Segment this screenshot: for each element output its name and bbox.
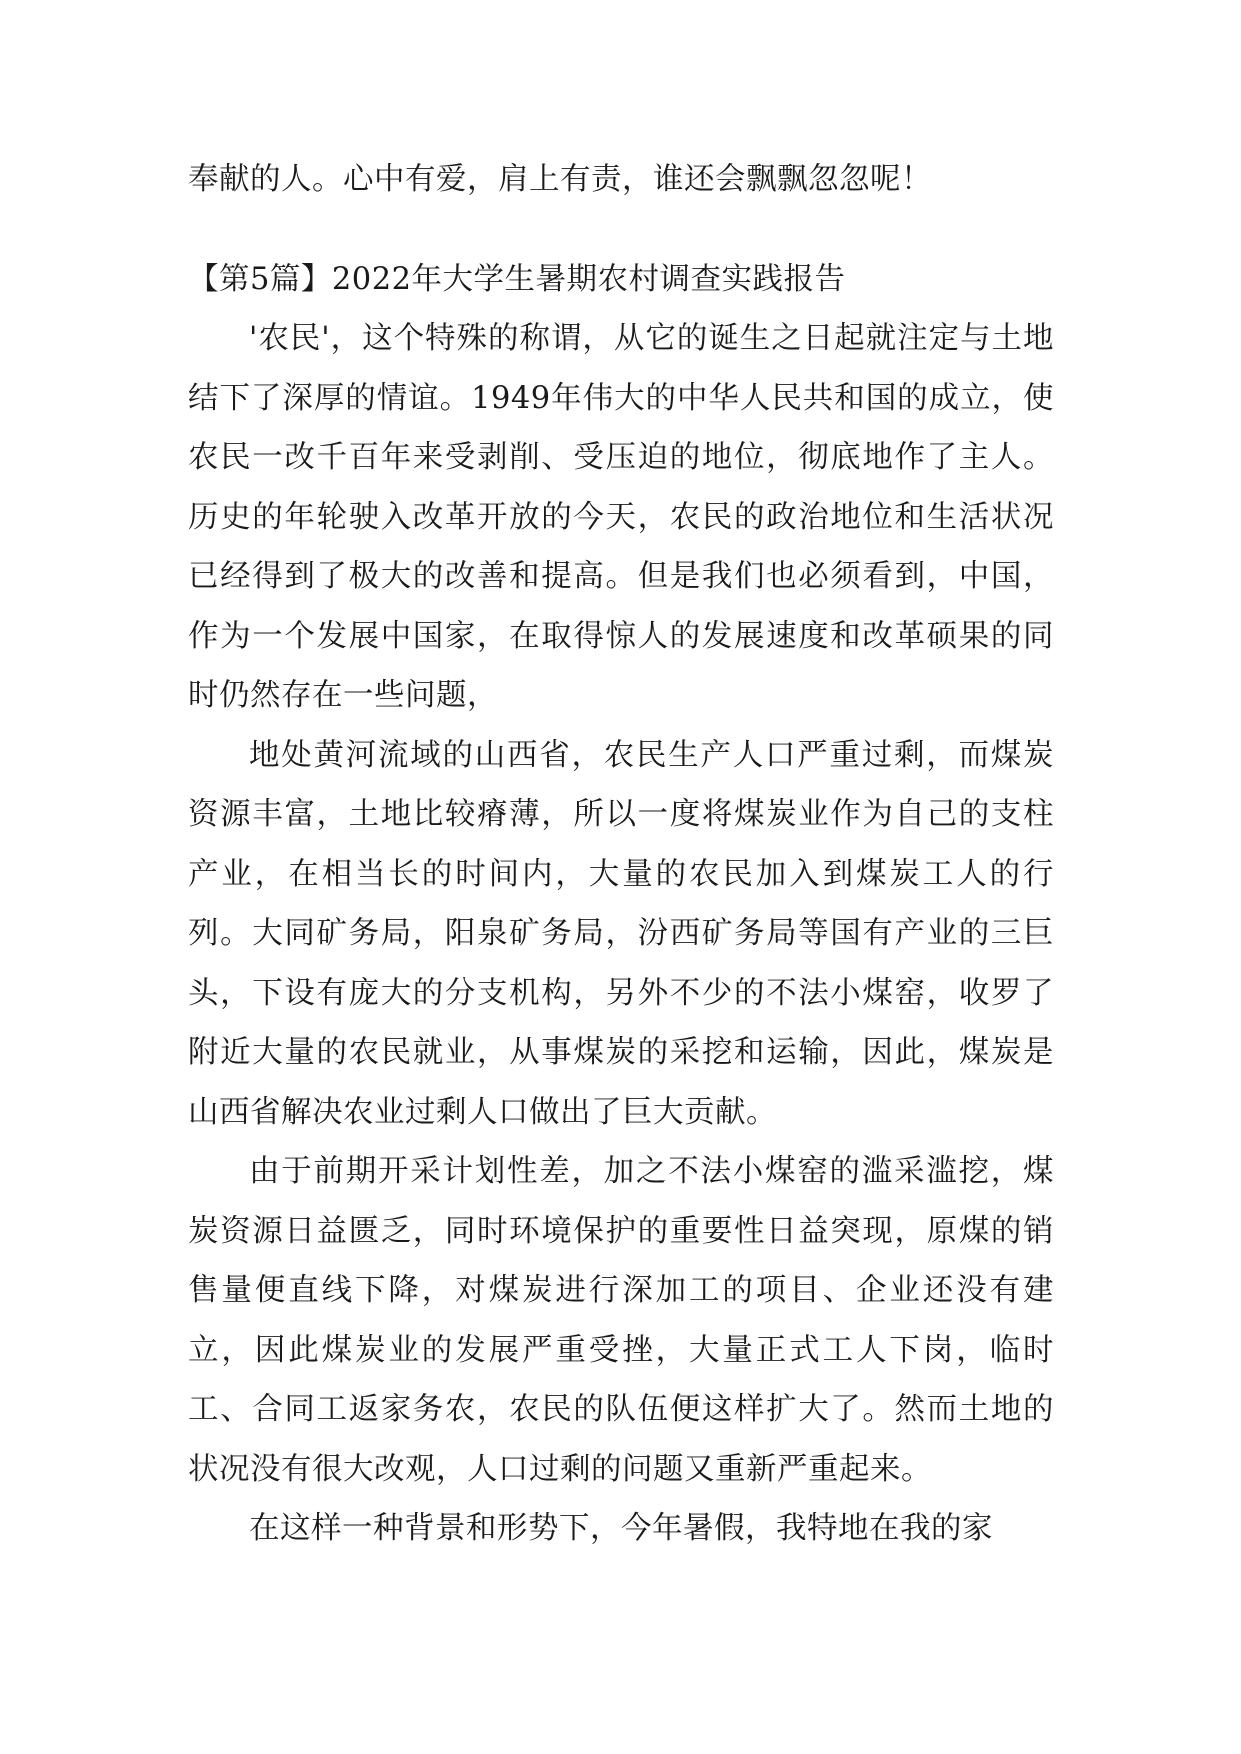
paragraph-2: 地处黄河流域的山西省，农民生产人口严重过剩，而煤炭资源丰富，土地比较瘠薄，所以一度将煤炭业作为自己的支柱产业，在相当长的时间内，大量的农民加入到煤炭工人的行列。大同矿务局，阳泉矿务局，汾西矿务局等国有产业的三巨头，下设有庞大的分支机构，另外不少的不法小煤窑，收罗了附近大量的农民就业，从事煤炭的采挖和运输，因此，煤炭是山西省解决农业过剩人口做出了巨大贡献。 (188, 737, 1054, 1130)
paragraph-3: 由于前期开采计划性差，加之不法小煤窑的滥采滥挖，煤炭资源日益匮乏，同时环境保护的重要性日益突现，原煤的销售量便直线下降，对煤炭进行深加工的项目、企业还没有建立，因此煤炭业的发展严重受挫，大量正式工人下岗，临时工、合同工返家务农，农民的队伍便这样扩大了。然而土地的状况没有很大改观，人口过剩的问题又重新严重起来。 (188, 1154, 1054, 1487)
document-body (188, 150, 1054, 1559)
carryover-line: 奉献的人。心中有爱，肩上有责，谁还会飘飘忽忽呢！ (188, 162, 932, 197)
paragraph-1: '农民'，这个特殊的称谓，从它的诞生之日起就注定与土地结下了深厚的情谊。1949年伟大的中华人民共和国的成立，使农民一改千百年来受剥削、受压迫的地位，彻底地作了主人。历史的年轮驶入改革开放的今天，农民的政治地位和生活状况已经得到了极大的改善和提高。但是我们也必须看到，中国，作为一个发展中国家，在取得惊人的发展速度和改革硕果的同时仍然存在一些问题， (188, 321, 1054, 713)
paragraph-4: 在这样一种背景和形势下，今年暑假，我特地在我的家 (249, 1511, 993, 1546)
section-heading: 【第5篇】2022年大学生暑期农村调查实践报告 (188, 261, 846, 297)
